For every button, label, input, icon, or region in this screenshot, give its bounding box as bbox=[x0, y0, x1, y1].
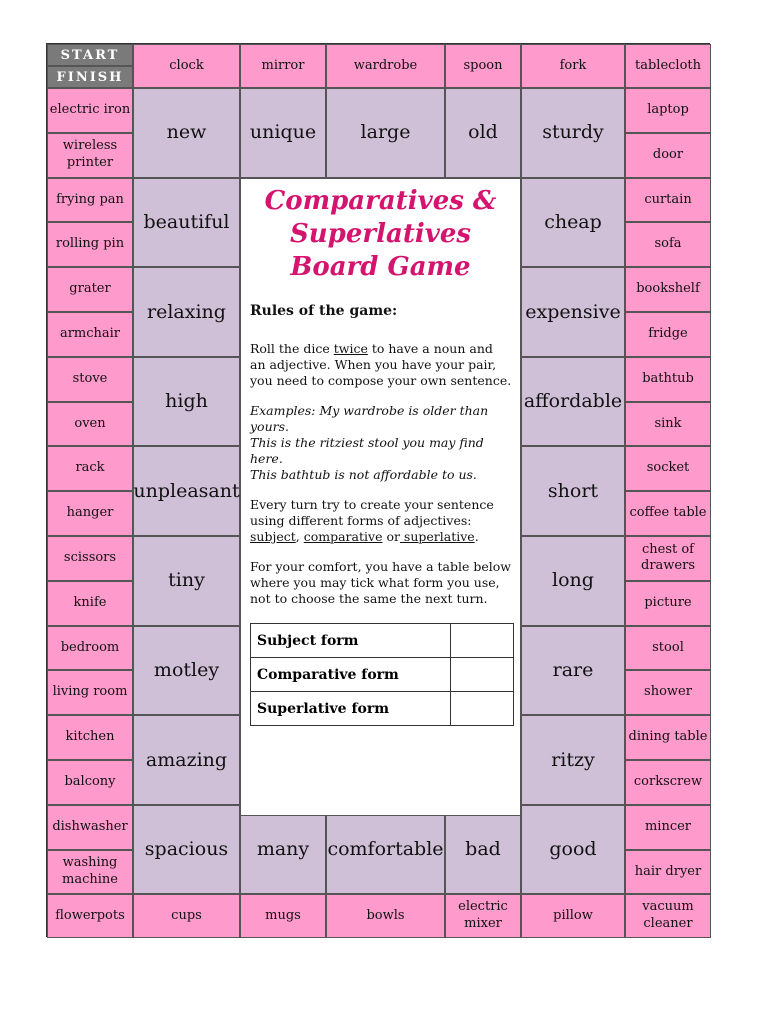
board-cell-bottom: flowerpots bbox=[47, 894, 133, 938]
board-cell-right: mincer bbox=[625, 805, 711, 850]
board-cell-right: sink bbox=[625, 402, 711, 447]
adjective-cell: bad bbox=[445, 805, 521, 895]
board-cell-bottom: bowls bbox=[326, 894, 445, 938]
board-cell-bottom: pillow bbox=[521, 894, 625, 938]
table-row bbox=[251, 692, 514, 726]
board-cell-top: spoon bbox=[445, 44, 521, 88]
board-cell-right: bathtub bbox=[625, 357, 711, 402]
adjective-cell: affordable bbox=[521, 357, 625, 447]
adjective-cell: old bbox=[445, 88, 521, 178]
adjective-cell: cheap bbox=[521, 178, 625, 268]
tick-box[interactable] bbox=[451, 624, 514, 658]
adjective-cell: tiny bbox=[133, 536, 240, 626]
board-cell-right: picture bbox=[625, 581, 711, 626]
rules-text bbox=[250, 303, 512, 621]
rules-heading: Rules of the game: bbox=[250, 303, 398, 319]
board-cell-right: chest of drawers bbox=[625, 536, 711, 581]
board-cell-top: mirror bbox=[240, 44, 326, 88]
adjective-cell: unique bbox=[240, 88, 326, 178]
board-cell-bottom: vacuum cleaner bbox=[625, 894, 711, 938]
board-cell-right: coffee table bbox=[625, 491, 711, 536]
board-cell-left: oven bbox=[47, 402, 133, 447]
adjective-cell: unpleasant bbox=[133, 446, 240, 536]
rules-panel bbox=[240, 178, 521, 816]
board-cell-top: fork bbox=[521, 44, 625, 88]
board-cell-bottom: mugs bbox=[240, 894, 326, 938]
board-cell-left: rolling pin bbox=[47, 222, 133, 267]
board-cell-right: stool bbox=[625, 626, 711, 671]
adjective-cell: long bbox=[521, 536, 625, 626]
adjective-cell: ritzy bbox=[521, 715, 625, 805]
board-cell-bottom: electric mixer bbox=[445, 894, 521, 938]
board-cell-left: washing machine bbox=[47, 850, 133, 895]
tick-box[interactable] bbox=[451, 658, 514, 692]
adjective-cell: short bbox=[521, 446, 625, 536]
start-label: START bbox=[47, 44, 133, 66]
rules-paragraph: Roll the dice twice to have a noun and an adjective. When you have your pair, you need to compose your own sentence. bbox=[250, 341, 512, 388]
board-cell-left: kitchen bbox=[47, 715, 133, 760]
title-line: Superlatives bbox=[290, 219, 471, 249]
table-row bbox=[251, 658, 514, 692]
board-cell-left: armchair bbox=[47, 312, 133, 357]
rules-paragraph: Every turn try to create your sentence using different forms of adjectives: subject, comparative or superlative. bbox=[250, 497, 494, 544]
board-cell-right: door bbox=[625, 133, 711, 178]
board-cell-top: wardrobe bbox=[326, 44, 445, 88]
board-cell-left: wireless printer bbox=[47, 133, 133, 178]
finish-label: FINISH bbox=[47, 66, 133, 88]
board-cell-right: sofa bbox=[625, 222, 711, 267]
board-cell-bottom: cups bbox=[133, 894, 240, 938]
board-cell-top: tablecloth bbox=[625, 44, 711, 88]
rules-examples: Examples: My wardrobe is older than yours. This is the ritziest stool you may find here. This bathtub is not affordable to us. bbox=[250, 403, 489, 482]
board-cell-right: shower bbox=[625, 670, 711, 715]
board-cell-right: socket bbox=[625, 446, 711, 491]
adjective-cell: sturdy bbox=[521, 88, 625, 178]
adjective-cell: high bbox=[133, 357, 240, 447]
adjective-cell: many bbox=[240, 805, 326, 895]
board-cell-left: dishwasher bbox=[47, 805, 133, 850]
board-cell-left: balcony bbox=[47, 760, 133, 805]
board-cell-right: curtain bbox=[625, 178, 711, 223]
board-cell-right: bookshelf bbox=[625, 267, 711, 312]
form-label: Comparative form bbox=[251, 658, 451, 692]
adjective-cell: expensive bbox=[521, 267, 625, 357]
adjective-cell: new bbox=[133, 88, 240, 178]
adjective-cell: amazing bbox=[133, 715, 240, 805]
board-cell-top: clock bbox=[133, 44, 240, 88]
form-label: Subject form bbox=[251, 624, 451, 658]
board-cell-right: fridge bbox=[625, 312, 711, 357]
form-label: Superlative form bbox=[251, 692, 451, 726]
board-cell-right: dining table bbox=[625, 715, 711, 760]
board-title bbox=[241, 185, 520, 284]
board-cell-right: laptop bbox=[625, 88, 711, 133]
board-cell-left: scissors bbox=[47, 536, 133, 581]
adjective-cell: relaxing bbox=[133, 267, 240, 357]
board-cell-left: knife bbox=[47, 581, 133, 626]
title-line: Comparatives & bbox=[264, 186, 497, 216]
board-cell-left: living room bbox=[47, 670, 133, 715]
title-line: Board Game bbox=[290, 252, 471, 282]
board-cell-left: electric iron bbox=[47, 88, 133, 133]
start-finish-cell bbox=[47, 44, 133, 88]
adjective-cell: motley bbox=[133, 626, 240, 716]
rules-paragraph: For your comfort, you have a table below where you may tick what form you use, not to choose the same the next turn. bbox=[250, 559, 511, 606]
forms-table bbox=[250, 623, 514, 726]
board-cell-left: bedroom bbox=[47, 626, 133, 671]
adjective-cell: spacious bbox=[133, 805, 240, 895]
adjective-cell: rare bbox=[521, 626, 625, 716]
board-cell-left: hanger bbox=[47, 491, 133, 536]
adjective-cell: beautiful bbox=[133, 178, 240, 268]
board-cell-right: hair dryer bbox=[625, 850, 711, 895]
adjective-cell: comfortable bbox=[326, 805, 445, 895]
board-cell-left: rack bbox=[47, 446, 133, 491]
tick-box[interactable] bbox=[451, 692, 514, 726]
board-cell-left: frying pan bbox=[47, 178, 133, 223]
game-board bbox=[46, 43, 710, 937]
board-cell-right: corkscrew bbox=[625, 760, 711, 805]
adjective-cell: good bbox=[521, 805, 625, 895]
board-cell-left: grater bbox=[47, 267, 133, 312]
board-cell-left: stove bbox=[47, 357, 133, 402]
table-row bbox=[251, 624, 514, 658]
adjective-cell: large bbox=[326, 88, 445, 178]
